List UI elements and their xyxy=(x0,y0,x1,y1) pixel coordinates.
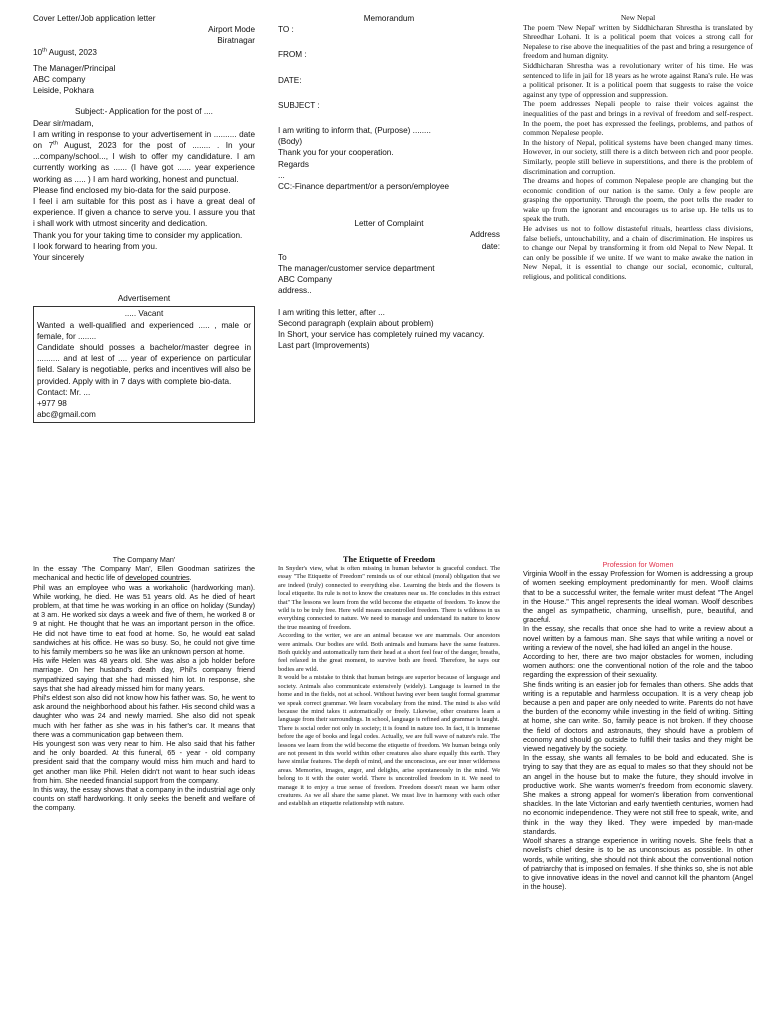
etiquette-para: It would be a mistake to think that human beings are superior because of language and society. Animals also communicate extensively (widely). Language is learned in the home and in the fields, not at school. Without having ever been taught formal grammar we speak correct grammar. We learn vocabulary from the mind. The mind is also wild because the mind takes it automatically or freely. Likewise, other creatures learn a language from their surroundings. In school, language is refined and grammar is taught. xyxy=(278,674,500,724)
complaint-to3: ABC Company xyxy=(278,275,333,285)
memo-body3: Thank you for your cooperation. xyxy=(278,148,394,158)
new-nepal-para: The poem addresses Nepali people to raise their voices against the inequalities of the past and brings in a revival of freedom and self-respect. In the poem, the poet has expressed the feelings, problems, and pathos of common Nepalese people. xyxy=(523,99,753,138)
new-nepal-para: Siddhicharan Shrestha was a revolutionary writer of his time. He was sentenced to life in jail for 18 years as he wrote against Rana's rule. He was a political prisoner. It is a political poem that suggests to raise the voice against any type of oppression and suppression. xyxy=(523,60,753,99)
new-nepal-section xyxy=(523,13,753,282)
letter-closing: Your sincerely xyxy=(33,253,85,263)
complaint-body2: Second paragraph (explain about problem) xyxy=(278,318,434,328)
memo-body2: (Body) xyxy=(278,137,303,147)
etiquette-para: In Snyder's view, what is often missing in human behavior is graceful conduct. The essay "The Etiquette of Freedom" reminds us of our ethical (moral) obligation that we are indeed (truly) connected to everything else. Learning the birds and the flowers is local etiquette. Its rule is not to know the creatures near us. He concludes in this extract that" The lessons we learn from the wild become the etiquette of freedom. To know the wild is to be truly free. Here wild means uncontrolled freedom. There is wildness in us everything connected to nature. We need to manage and understand its nature to know the true meaning of freedom. xyxy=(278,565,500,631)
recipient-line1: The Manager/Principal xyxy=(33,63,116,73)
ad-contact: Contact: Mr. ... xyxy=(37,387,91,397)
company-man-para: His wife Helen was 48 years old. She was also a job holder before marriage. On her husband's death day, Phil's company friend sympathized saying that she had missed him lot. In response, she says that she had already missed him for many years. xyxy=(33,656,255,693)
company-man-para: Phil's eldest son also did not know how his father was. So, he went to ask around the neighborhood about his father. His second child was a daughter who was 24 and newly married. She also did not speak much with her father as she was in his father's car. It means that there was a communication gap between them. xyxy=(33,693,255,739)
profession-para: Virginia Woolf in the essay Profession for Women is addressing a group of women seeking employment predominantly for men. Woolf claims that to be a successful writer, the female writer must defeat "The Angel in the House." This angel represents the ideal woman. Woolf describes the angel as sympathetic, charming, unselfish, pure, beautiful, and graceful. xyxy=(523,569,753,625)
memo-subject: SUBJECT : xyxy=(278,100,320,110)
advertisement-box xyxy=(33,306,255,422)
new-nepal-para: In the history of Nepal, political systems have been changed many times. However, in our society, still there is a ditch between rich and poor people. Similarly, people still believe in superstitions, and there is the problem of discrimination and corruption. xyxy=(523,137,753,176)
recipient-line2: ABC company xyxy=(33,75,86,85)
ad-email: abc@gmail.com xyxy=(37,410,96,420)
letter-body-para2: Please find enclosed my bio-data for the said purpose. xyxy=(33,185,231,195)
etiquette-para: According to the writer, we are an animal because we are mammals. Our ancestors were animals. Our bodies are wild. Both animals and humans have the same features. Both quickly and automatically turn their head at a short feel fear of the danger, breaths, feel relaxed in the great moment, to survive both are freed. Therefore, he says our bodies are wild. xyxy=(278,632,500,673)
complaint-to2: The manager/customer service department xyxy=(278,264,435,274)
company-man-section xyxy=(33,555,255,813)
etiquette-para: There is social order not only in society; it is found in nature too. In fact, it is immense before the age of books and legal codes. Actually, we are full wave of nature's rule. The lessons we learn from the wild become the etiquette of freedom. We human beings only are not present in this world within other creatures also share equally this earth. They have similar features. The depth of mind, and the unconscious, are our inner wilderness areas. Memories, images, anger, and delights, arise spontaneously in the mind. We belong to it with the outer world. There is uncontrolled freedom in it. We need to manage it to enjoy a true sense of freedom. Freedom doesn't mean we harm other creatures. As we all share the same planet. We must live in harmony with each other and establish an etiquette relationship with nature. xyxy=(278,724,500,808)
memorandum-section xyxy=(278,13,500,351)
cover-letter-section xyxy=(33,13,255,423)
profession-para: According to her, there are two major obstacles for women, including women authors: one the conventional notion of the role and the taboo regarding the expression of their sexuality. xyxy=(523,652,753,680)
ad-requirements: Candidate should posses a bachelor/master degree in .......... and at lest of .... year of experience on particular field. Salary is negotiable, perks and incentives will also be provided. Apply with in 7 days with complete bio-data. xyxy=(37,343,251,386)
new-nepal-title: New Nepal xyxy=(620,13,656,22)
memorandum-title: Memorandum xyxy=(363,14,415,23)
letter-subject: Subject:- Application for the post of .... xyxy=(75,107,213,117)
complaint-to4: address.. xyxy=(278,286,312,296)
complaint-address: Address xyxy=(469,230,500,240)
profession-para: In the essay, she wants all females to be bold and educated. She is trying to say that they are as equal to males so that they should not be an angel in the house but to make the future, they should involve in productive work. She wants women's freedom from economic slavery. She makes a strong appeal for women's liberation from conventional shackles. In the late Victorian and early twentieth centuries, women had no economic independence. They were not still free to speak, write, and think in the way they liked. They were impeded by man-made standards. xyxy=(523,753,753,836)
company-man-para: In this way, the essay shows that a company in the industrial age only counts on staff hardworking. It only seeks the benefit and welfare of the company. xyxy=(33,785,255,813)
letter-body-para1: I am writing in response to your advertisement in .......... date on 7th August, 2023 for the post of ........ . In your ...company/school..., I wish to offer my candidature. I am currently working as ...... (I have got ...... year experience working as ..... ) I am hard working, honest and punctual. xyxy=(33,129,255,184)
complaint-date: date: xyxy=(481,241,500,251)
letter-date: 10th August, 2023 xyxy=(33,46,97,57)
profession-para: In the essay, she recalls that once she had to write a review about a novel written by a famous man. She says that while writing a novel or writing a review of the novel, she had killed an angel in the house. xyxy=(523,624,753,652)
ad-vacant-line: ..... Vacant xyxy=(124,309,164,319)
profession-para: Woolf shares a strange experience in writing novels. She feels that a novelist's chief desire is to be as unconscious as possible. In other words, while writing, she should not think about the conventional notion of patriarchy that is imposed on females. If she thinks so, she is not able to give innovative ideas in the novel and cannot kill the phantom (Angel in the house). xyxy=(523,836,753,892)
cover-letter-title: Cover Letter/Job application letter xyxy=(33,14,156,23)
etiquette-section xyxy=(278,555,500,809)
memo-to: TO : xyxy=(278,25,294,35)
memo-body1: I am writing to inform that, (Purpose) ........ xyxy=(278,126,431,136)
recipient-line3: Leiside, Pokhara xyxy=(33,86,94,96)
ad-wanted-line: Wanted a well-qualified and experienced ..... , male or female, for ........ xyxy=(37,320,251,341)
new-nepal-para: He advises us not to follow distasteful rituals, heartless class divisions, false beliefs, untouchability, and a chain of discrimination. He inspires us to change our Nepal by transforming it from old Nepal to New Nepal. It can only be possible if we unite. If we want to make awake the nation in New Nepal, it is essential to change our social, economic, cultural, religious, and political conditions. xyxy=(523,224,753,282)
new-nepal-para: The dreams and hopes of common Nepalese people are changing but the economic condition of our nation is the same. Only a few people are grasping the opportunity. Through the poem, the poet tells the reader to wake up from the ignorant and encourages us to arise up. He tells us to speak the truth. xyxy=(523,176,753,224)
profession-title: Profession for Women xyxy=(602,560,674,569)
company-man-para: His youngest son was very near to him. He also said that his father and he only boarded. At this funeral, 65 - year - old company president said that the company would miss him much and hard to get another man like Phil. Helen didn't not want to hear such ideas from him. She needed financial support from the company. xyxy=(33,739,255,785)
memo-cc: CC:-Finance department/or a person/employee xyxy=(278,182,450,192)
developed-countries-link: developed countries xyxy=(125,573,190,583)
profession-section xyxy=(523,560,753,891)
complaint-to1: To xyxy=(278,252,287,262)
new-nepal-para: The poem 'New Nepal' written by Siddhicharan Shrestha is translated by Shreedhar Lohani. It is a political poem that voices a strong call for Nepalese to rise above the inequalities of the past and bring a resurgence of freedom and human dignity. xyxy=(523,22,753,61)
letter-salutation: Dear sir/madam, xyxy=(33,118,94,128)
complaint-body3: In Short, your service has completely ruined my vacancy. xyxy=(278,330,485,340)
company-man-title: The Company Man' xyxy=(112,555,176,564)
complaint-title: Letter of Complaint xyxy=(354,219,424,229)
ad-phone: +977 98 xyxy=(37,399,67,409)
letter-body-para5: I look forward to hearing from you. xyxy=(33,241,158,251)
company-man-para: Phil was an employee who was a workaholic (hardworking man). While working, he died. He was 51 years old. As he died of heart problem, at that time he was working in an office on holiday (Sunday) at 3 am. He worked six days a week and five of them, he worked 8 or 9 at night. He thought that he was an important person in the office. He did not have time to eat food at home. So, he would eat salad sandwiches at his office. He was so busy. So, he could not give time to his family members so he was like an unknown person at home. xyxy=(33,582,255,657)
complaint-body4: Last part (Improvements) xyxy=(278,341,370,351)
letter-body-para3: I feel i am suitable for this post as i have a great deal of experience. If given a chance to serve you. I assure you that i shall work with utmost sincerity and dedication. xyxy=(33,197,255,229)
etiquette-title: The Etiquette of Freedom xyxy=(342,555,436,564)
memo-date: DATE: xyxy=(278,75,302,85)
memo-from: FROM : xyxy=(278,50,307,60)
sender-address-line2: Biratnagar xyxy=(217,36,255,46)
letter-body-para4: Thank you for your taking time to consider my application. xyxy=(33,230,243,240)
memo-body4: Regards xyxy=(278,159,309,169)
company-man-intro: In the essay 'The Company Man', Ellen Goodman satirizes the mechanical and hectic life of developed countries. xyxy=(33,564,255,583)
complaint-body1: I am writing this letter, after ... xyxy=(278,307,385,317)
advertisement-title: Advertisement xyxy=(117,294,171,304)
sender-address-line1: Airport Mode xyxy=(208,25,255,35)
profession-para: She finds writing is an easier job for females than others. She adds that writing is a reputable and harmless occupation. It is a very cheap job because a pen and paper are only needed to write. Parents do not have the burden of the economy while investing in the field of writing. Sitting at home, she can write. So, family peace is not broken. If they choose the field of doctors and astronauts, they should have a problem of economy and should go outside to fulfill their tasks and they might be viewed negatively by the society. xyxy=(523,679,753,754)
memo-body5: ... xyxy=(278,170,285,180)
